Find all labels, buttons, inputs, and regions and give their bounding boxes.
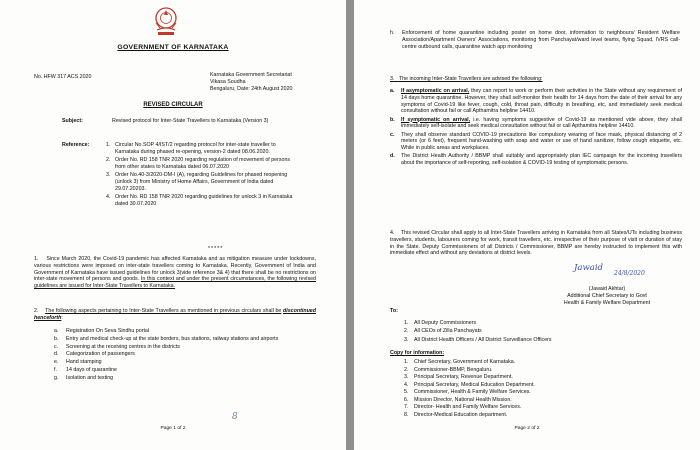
reference-label: Reference: — [62, 142, 90, 148]
reference-list — [106, 142, 296, 209]
list-item: 2. Order No. RD 158 TNR 2020 regarding regulation of movement of persons from other states to Karnataka dated 06.07.2020 — [106, 157, 291, 170]
list-item: a. If asymptomatic on arrival, they can report to work or perform their activities in the State without any requirement of 14 days home quarantine. However, they shall self-monitor their health for 14 days from the date of their arrival for any symptoms of Covid-19 like fever, cough, cold, throat pain, difficulty in breathing, etc, and immediately seek medical consultation without fail or call Apthamitra helpline 14410. — [390, 88, 683, 115]
separator-stars: ***** — [208, 246, 224, 252]
recipient-list — [404, 320, 674, 345]
discontinued-list — [54, 328, 316, 382]
list-item: f. 14 days of quarantine — [54, 366, 117, 373]
list-item: 3. All District Health Officers / All District Surveillance Officers — [404, 336, 552, 343]
page-footer: Page 2 of 2 — [514, 426, 540, 431]
advice-list — [390, 88, 682, 168]
document-page-1 — [0, 0, 346, 450]
list-item: 7. Director- Health and Family Welfare Services. — [404, 404, 522, 411]
state-emblem-icon — [151, 6, 181, 40]
list-item: g. Isolation and testing — [54, 374, 114, 381]
paragraph-4: 4. This revised Circular shall apply to all Inter-State Travellers arriving in Karnataka from all States/UTs including business travellers, students, labourers coming for work, transit travellers, etc. irrespective of their purpose of visit or duration of stay in the State. Deputy Commissioners of all Districts / Commissioner, BBMP are hereby instructed to implement this with immediate effect and without any deviations at district levels. — [390, 230, 682, 257]
list-item: 6. Mission Director, National Health Mission. — [404, 396, 512, 403]
copy-label: Copy for information: — [390, 350, 445, 356]
initial-mark: 8 — [232, 412, 238, 422]
signatory-name: (Jawaid Akhtar) — [588, 286, 626, 292]
sender-address: Karnataka Government Secretariat Vikasa Soudha Bengaluru, Date: 24th August 2020 — [210, 72, 330, 92]
list-item: 4. Order No. RD 158 TNR 2020 regarding guidelines for unlock 3 in Karnataka dated 30.07.2020 — [106, 193, 293, 207]
list-item: b. Entry and medical check-up at the state borders, bus stations, railway stations and airports — [54, 335, 279, 342]
list-item: d. The District Health Authority / BBMP shall suitably and appropriately plan IEC campaign for the incoming travellers about the importance of self-reporting, self-isolation & COVID-19 testing of symptomatic persons. — [390, 153, 682, 167]
signature: Jawaid — [574, 263, 603, 273]
paragraph-2: 2. The following aspects pertaining to Inter-State Travellers as mentioned in previous circulars shall be discontinued henceforth: — [34, 308, 316, 321]
circular-date: Bengaluru, Date: 24th August 2020 — [210, 85, 293, 92]
list-item: 3. Principal Secretary, Revenue Department. — [404, 374, 513, 381]
list-item: 4. Principal Secretary, Medical Education Department. — [404, 381, 535, 388]
list-item: 3. Order No.40-3/2020-DM-I (A), regarding Guidelines for phased reopening (unlock 3) from Ministry of Home Affairs, Government of India dated 29.07.20203. — [106, 172, 288, 192]
section-3-title: 3. The incoming Inter-State Travellers are advised the following: — [390, 76, 543, 82]
to-label: To: — [390, 308, 398, 314]
item-h: h. Enforcement of home quarantine including poster on home door, information to neighbours/ Resident Welfare Association/Apartment Owners' Associations, monitoring from Panchayat/ward level teams, flying Squad, IVRS call-centre outbound calls, quarantine watch app monitoring — [390, 30, 680, 50]
list-item: e. Hand stamping — [54, 359, 102, 366]
page-footer: Page 1 of 2 — [160, 426, 186, 431]
copy-list — [404, 359, 674, 420]
list-item: 2. Commissioner-BBMP, Bengaluru. — [404, 366, 493, 373]
list-item: 8. Director-Medical Education department. — [404, 411, 508, 418]
list-item: c. Screening at the receiving centres in the districts — [54, 343, 180, 350]
subject-text: Revised protocol for Inter-State Travellers to Karnataka (Version 3) — [112, 118, 269, 124]
circular-title: REVISED CIRCULAR — [143, 102, 203, 108]
government-header: GOVERNMENT OF KARNATAKA — [117, 44, 229, 51]
list-item: 2. All CEOs of Zilla Panchayats — [404, 328, 482, 335]
list-item: a. Registration On Seva Sindhu portal — [54, 328, 150, 334]
paragraph-1: 1. Since March 2020, the Covid-19 pandemic has affected Karnataka and as mitigation measure under lockdowns, various restrictions were imposed on inter-state travellers coming to Karnataka. Recently, Government of India and Government of Karnataka have issued guidelines for unlock 3(vide reference 3& 4) that there shall be no restrictions on inter-state movement of persons and goods. In this context and under the present circumstances, the following revised guidelines are issued for Inter-State Travellers to Karnataka. — [34, 256, 316, 290]
subject-label: Subject: — [62, 118, 83, 124]
list-item: 1. Chief Secretary, Government of Karnataka. — [404, 359, 516, 365]
list-item: 1. Circular No.SOP 4/IST/2 regarding protocol for inter-state traveller to Karnataka during phased re-opening, version-2 dated 08.06.2020. — [106, 142, 276, 155]
list-item: d. Categorization of passengers — [54, 351, 135, 358]
list-item: c. They shall observe standard COVID-19 precautions like compulsory wearing of face mask, physical distancing of 2 meters (or 6 feet), frequent hand-washing with soap and water or use of hand sanitizer, follow cough etiquette, etc. While in public areas and workplaces. — [390, 131, 682, 152]
reference-number: No. HFW 317 ACS 2020 — [34, 74, 92, 80]
signature-date: 24/8/2020 — [614, 270, 645, 277]
list-item: 1. All Deputy Commissioners — [404, 320, 477, 326]
signatory-block: (Jawaid Akhtar) Additional Chief Secretary to Govt Health & Family Welfare Department — [532, 286, 682, 306]
document-page-2 — [354, 0, 700, 450]
list-item: 5. Commissioner, Health & Family Welfare Services. — [404, 389, 531, 396]
list-item: b. If symptomatic on arrival, i.e. having symptoms suggestive of Covid-19 as mentioned vide above, they shall immediately self-isolate and seek medical consultation without fail or call Apthamitra helpline 14410. — [390, 116, 682, 130]
